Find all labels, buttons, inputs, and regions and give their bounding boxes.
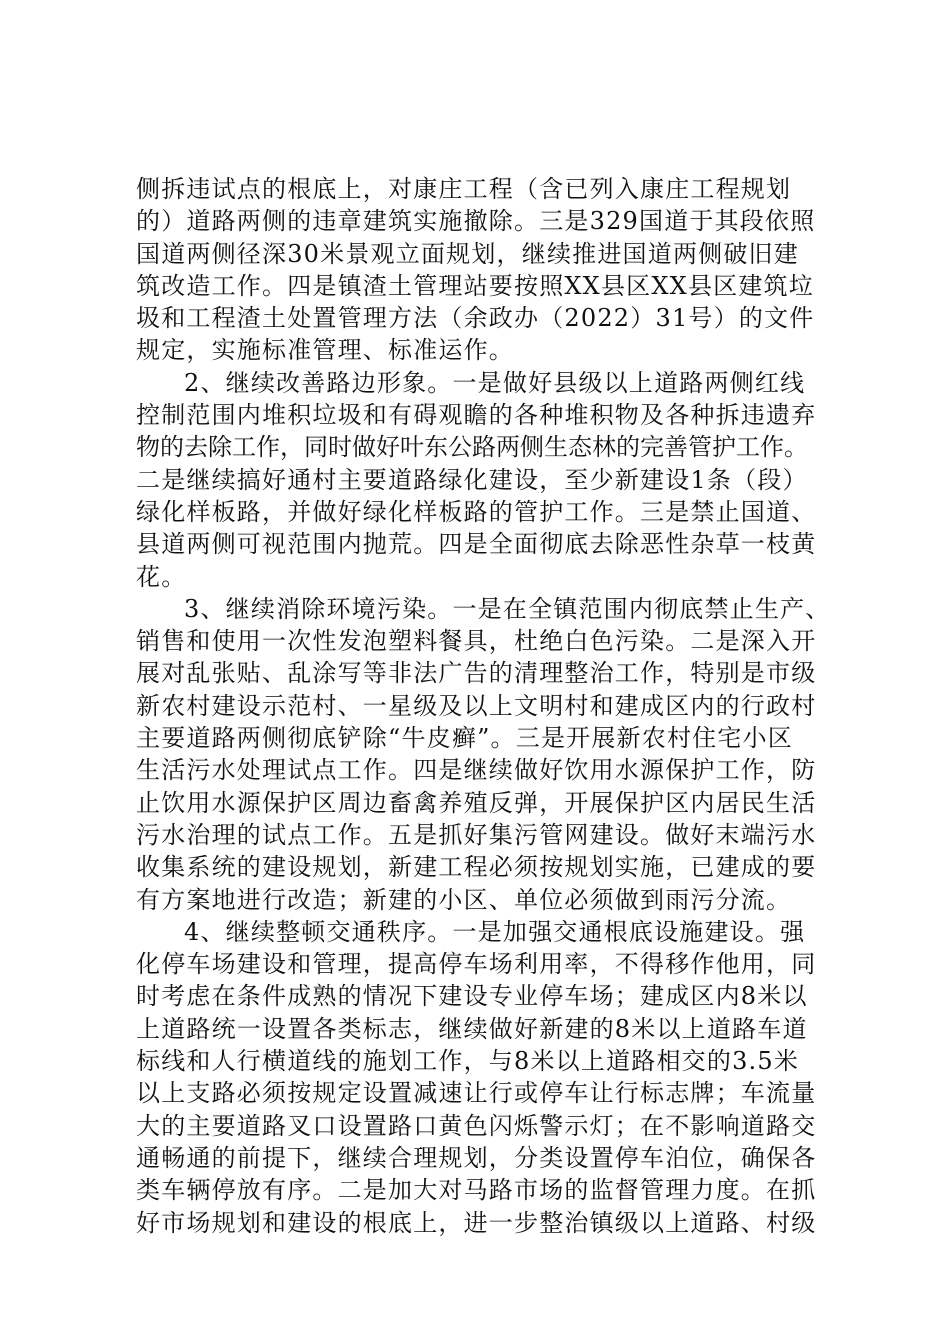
text-line: 通畅通的前提下，继续合理规划，分类设置停车泊位，确保各 bbox=[136, 1143, 817, 1172]
text-line: 的）道路两侧的违章建筑实施撤除。三是329国道于其段依照 bbox=[136, 207, 816, 236]
text-line: 上道路统一设置各类标志，继续做好新建的8米以上道路车道 bbox=[136, 1014, 808, 1043]
text-line: 圾和工程渣土处置管理方法（余政办（2022）31号）的文件 bbox=[136, 304, 815, 333]
paragraph-first-line: 4、继续整顿交通秩序。一是加强交通根底设施建设。强 bbox=[184, 917, 806, 946]
text-line: 控制范围内堆积垃圾和有碍观瞻的各种堆积物及各种拆违遗弃 bbox=[136, 401, 817, 430]
text-line: 绿化样板路，并做好绿化样板路的管护工作。三是禁止国道、 bbox=[136, 497, 817, 526]
text-line: 时考虑在条件成熟的情况下建设专业停车场；建成区内8米以 bbox=[136, 982, 808, 1011]
text-line: 污水治理的试点工作。五是抓好集污管网建设。做好末端污水 bbox=[136, 820, 817, 849]
text-line: 好市场规划和建设的根底上，进一步整治镇级以上道路、村级 bbox=[136, 1208, 817, 1237]
text-line: 县道两侧可视范围内抛荒。四是全面彻底去除恶性杂草一枝黄 bbox=[136, 530, 817, 559]
text-line: 展对乱张贴、乱涂写等非法广告的清理整治工作，特别是市级 bbox=[136, 659, 817, 688]
text-line: 收集系统的建设规划，新建工程必须按规划实施，已建成的要 bbox=[136, 853, 817, 882]
text-line: 花。 bbox=[136, 562, 187, 591]
text-line: 新农村建设示范村、一星级及以上文明村和建成区内的行政村 bbox=[136, 691, 817, 720]
text-line: 化停车场建设和管理，提高停车场利用率，不得移作他用，同 bbox=[136, 950, 817, 979]
text-line: 有方案地进行改造；新建的小区、单位必须做到雨污分流。 bbox=[136, 885, 792, 914]
text-line: 二是继续搞好通村主要道路绿化建设，至少新建设1条（段） bbox=[136, 465, 808, 494]
text-line: 类车辆停放有序。二是加大对马路市场的监督管理力度。在抓 bbox=[136, 1176, 817, 1205]
text-line: 侧拆违试点的根底上，对康庄工程（含已列入康庄工程规划 bbox=[136, 175, 792, 203]
text-line: 物的去除工作，同时做好叶东公路两侧生态林的完善管护工作。 bbox=[136, 433, 808, 462]
text-line: 规定，实施标准管理、标准运作。 bbox=[136, 336, 514, 365]
paragraph-first-line: 3、继续消除环境污染。一是在全镇范围内彻底禁止生产、 bbox=[184, 594, 831, 623]
paragraph-first-line: 2、继续改善路边形象。一是做好县级以上道路两侧红线 bbox=[184, 368, 806, 397]
text-line: 以上支路必须按规定设置减速让行或停车让行标志牌；车流量 bbox=[136, 1079, 817, 1108]
text-line: 生活污水处理试点工作。四是继续做好饮用水源保护工作，防 bbox=[136, 756, 817, 785]
text-line: 标线和人行横道线的施划工作，与8米以上道路相交的3.5米 bbox=[136, 1047, 800, 1076]
text-line: 主要道路两侧彻底铲除“牛皮癣”。三是开展新农村住宅小区 bbox=[136, 724, 793, 753]
document-body bbox=[136, 173, 836, 1239]
text-line: 筑改造工作。四是镇渣土管理站要按照XX县区XX县区建筑垃 bbox=[136, 271, 814, 300]
text-line: 国道两侧径深30米景观立面规划，继续推进国道两侧破旧建 bbox=[136, 239, 799, 268]
text-line: 销售和使用一次性发泡塑料餐具，杜绝白色污染。二是深入开 bbox=[136, 627, 817, 656]
text-line: 止饮用水源保护区周边畜禽养殖反弹，开展保护区内居民生活 bbox=[136, 788, 817, 817]
text-line: 大的主要道路叉口设置路口黄色闪烁警示灯；在不影响道路交 bbox=[136, 1111, 817, 1140]
